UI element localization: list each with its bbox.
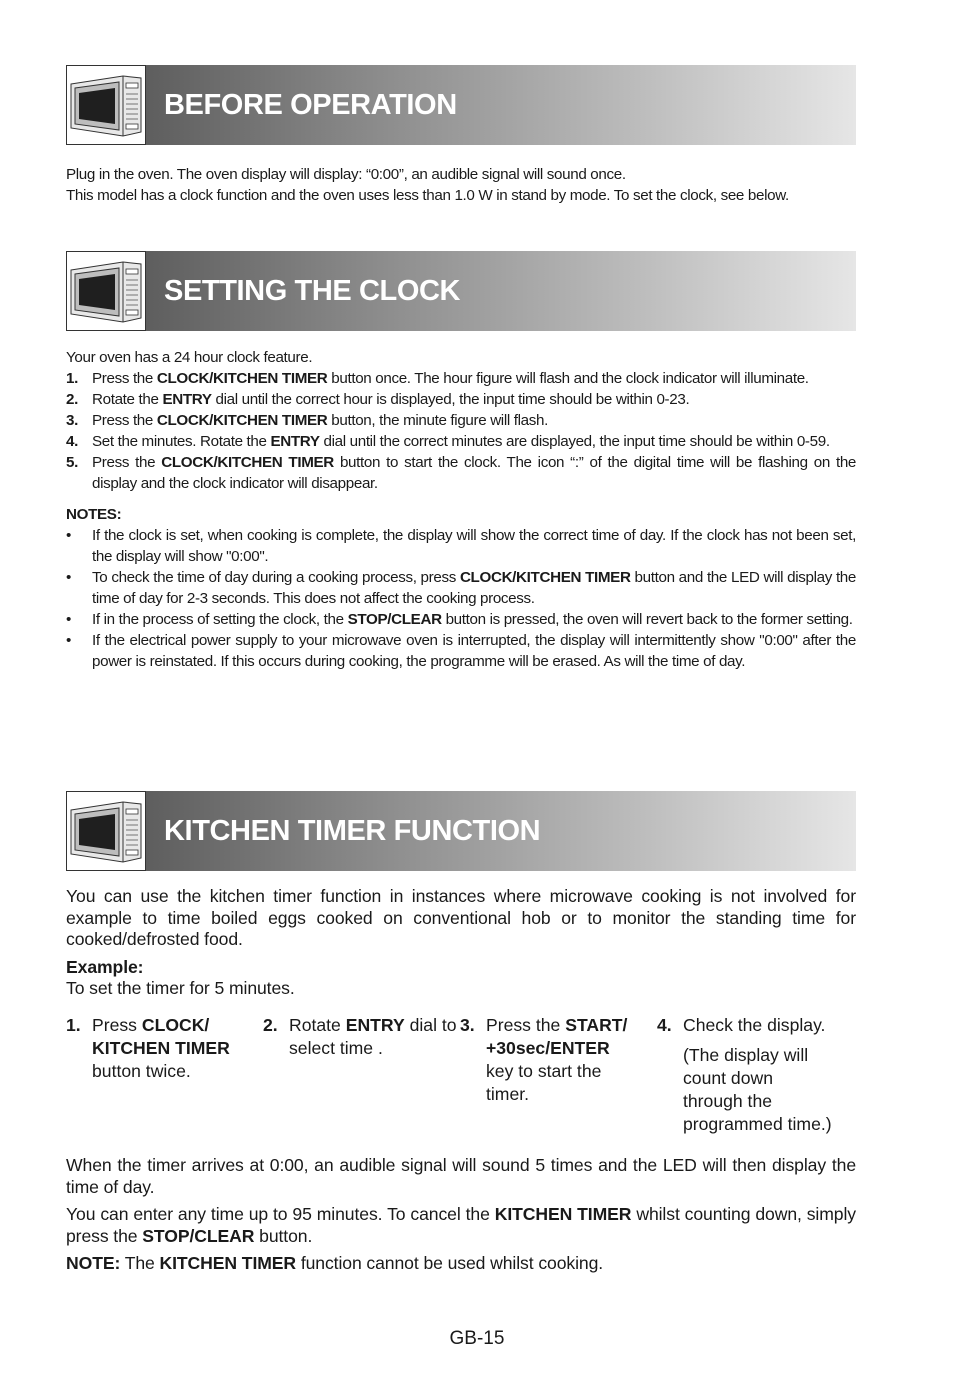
microwave-oven-icon <box>66 65 146 145</box>
list-item: • To check the time of day during a cooking process, press CLOCK/KITCHEN TIMER button and the LED will display the time of day for 2-3 seconds. This does not affect the cooking process. <box>66 569 857 607</box>
banner-bar <box>146 791 856 871</box>
banner-bar <box>146 251 856 331</box>
section-title: KITCHEN TIMER FUNCTION <box>164 815 541 847</box>
paragraph: This model has a clock function and the oven uses less than 1.0 W in stand by mode. To set the clock, see below. <box>66 187 789 204</box>
notes-heading: NOTES: <box>66 506 122 523</box>
banner-bar <box>146 65 856 145</box>
microwave-oven-icon <box>66 251 146 331</box>
timer-steps: 1. Press CLOCK/ KITCHEN TIMER button twice. 2. Rotate ENTRY dial to select time . 3. Press the START/ +30sec/ENTER key to start the timer. 4. Check the display. (The display will count down through the programmed time.) <box>66 1015 832 1134</box>
example-heading: Example: <box>66 956 144 977</box>
clock-steps-list <box>66 368 856 494</box>
section-banner-setting-clock <box>66 251 856 331</box>
list-item: 3. Press the CLOCK/KITCHEN TIMER button, the minute figure will flash. <box>66 412 548 429</box>
list-item: 5. Press the CLOCK/KITCHEN TIMER button to start the clock. The icon “:” of the digital time will be flashing on the display and the clock indicator will disappear. <box>66 454 857 492</box>
list-item: 1. Press the CLOCK/KITCHEN TIMER button once. The hour figure will flash and the clock indicator will illuminate. <box>66 370 809 387</box>
setting-clock-text <box>66 347 856 672</box>
list-item: 4. Set the minutes. Rotate the ENTRY dial until the correct minutes are displayed, the input time should be within 0-59. <box>66 433 830 450</box>
paragraph: Plug in the oven. The oven display will display: “0:00”, an audible signal will sound once. <box>66 166 626 183</box>
list-item: 2. Rotate the ENTRY dial until the correct hour is displayed, the input time should be within 0-23. <box>66 391 690 408</box>
clock-intro: Your oven has a 24 hour clock feature. <box>66 349 313 366</box>
kitchen-timer-intro <box>66 886 856 1000</box>
page-number: GB-15 <box>449 1328 505 1349</box>
example-text: To set the timer for 5 minutes. <box>66 978 295 998</box>
paragraph: You can enter any time up to 95 minutes. To cancel the KITCHEN TIMER whilst counting down, simply press the STOP/CLEAR button. <box>66 1204 856 1246</box>
microwave-oven-icon <box>66 791 146 871</box>
section-title: SETTING THE CLOCK <box>164 275 461 307</box>
list-item: • If in the process of setting the clock, the STOP/CLEAR button is pressed, the oven will revert back to the former setting. <box>66 611 853 628</box>
paragraph: When the timer arrives at 0:00, an audible signal will sound 5 times and the LED will then display the time of day. <box>66 1155 856 1197</box>
notes-list <box>66 525 856 672</box>
section-banner-before-operation <box>66 65 856 145</box>
note-paragraph: NOTE: The KITCHEN TIMER function cannot be used whilst cooking. <box>66 1253 604 1273</box>
paragraph: You can use the kitchen timer function in instances where microwave cooking is not involved for example to time boiled eggs cooked on conventional hob or to monitor the standing time for cooked/defrosted food. <box>66 886 856 949</box>
section-title: BEFORE OPERATION <box>164 89 457 121</box>
list-item: • If the clock is set, when cooking is complete, the display will show the correct time of day. If the clock has not been set, the display will show "0:00". <box>66 527 856 565</box>
list-item: • If the electrical power supply to your microwave oven is interrupted, the display will intermittently show "0:00" after the power is reinstated. If this occurs during cooking, the programme will be erased. As will the time of day. <box>66 632 856 670</box>
before-operation-text <box>66 164 856 206</box>
kitchen-timer-closing <box>66 1155 856 1275</box>
section-banner-kitchen-timer <box>66 791 856 871</box>
